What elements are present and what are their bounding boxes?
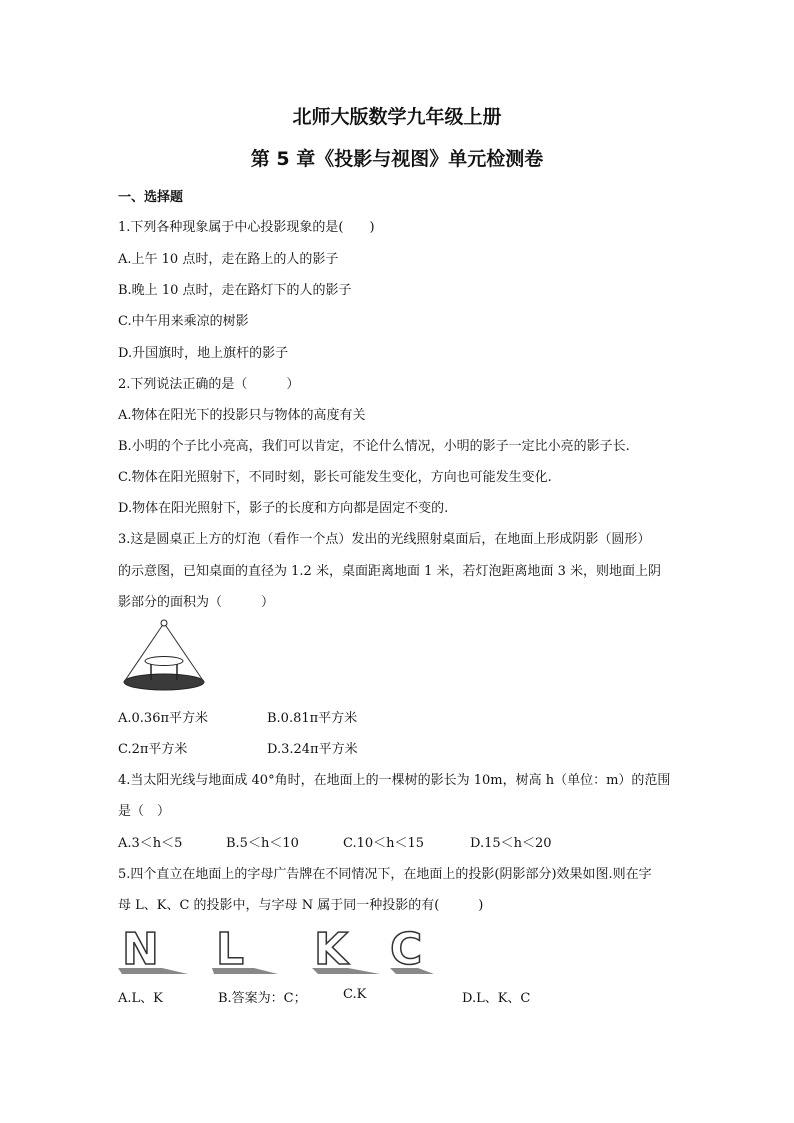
q5-option-b: B.答案为：C；: [218, 991, 307, 1006]
q5-option-c: C.K: [343, 987, 367, 1002]
table-top-ellipse: [145, 657, 183, 666]
ground-shadow-ellipse: [124, 674, 204, 690]
q5-option-a: A.L、K: [118, 991, 163, 1006]
q2-option-a: A.物体在阳光下的投影只与物体的高度有关: [118, 408, 366, 423]
q1-option-a: A.上午 10 点时，走在路上的人的影子: [118, 252, 339, 267]
sign-k: [312, 924, 380, 975]
sign-k-letter: K: [314, 924, 349, 975]
light-ray-left: [124, 623, 164, 682]
q5-stem-line2: 母 L、K、C 的投影中，与字母 N 属于同一种投影的有( ): [118, 898, 484, 913]
q2-option-d: D.物体在阳光照射下，影子的长度和方向都是固定不变的.: [118, 501, 449, 516]
q3-option-d: D.3.24π平方米: [267, 742, 358, 757]
q4-option-c: C.10＜h＜15: [343, 836, 425, 851]
lamp-table-shadow-figure: [118, 618, 208, 692]
q5-option-d: D.L、K、C: [462, 991, 531, 1006]
q2-stem: 2.下列说法正确的是（ ）: [118, 377, 300, 392]
q3-stem-line1: 3.这是圆桌正上方的灯泡（看作一个点）发出的光线照射桌面后，在地面上形成阴影（圆形）: [118, 532, 651, 547]
q4-option-d: D.15＜h＜20: [470, 836, 552, 851]
q4-option-a: A.3＜h＜5: [118, 836, 183, 851]
q2-option-b: B.小明的个子比小亮高，我们可以肯定，不论什么情况，小明的影子一定比小亮的影子长.: [118, 439, 630, 454]
q5-stem-line1: 5.四个直立在地面上的字母广告牌在不同情况下，在地面上的投影(阴影部分)效果如图.则在字: [118, 867, 652, 882]
sign-c-letter: C: [390, 924, 423, 975]
q3-option-c: C.2π平方米: [118, 742, 188, 757]
q1-stem: 1.下列各种现象属于中心投影现象的是( ): [118, 220, 375, 235]
q1-option-d: D.升国旗时，地上旗杆的影子: [118, 346, 289, 361]
q3-stem-line3: 影部分的面积为（ ）: [118, 595, 275, 610]
q3-stem-line2: 的示意图，已知桌面的直径为 1.2 米，桌面距离地面 1 米，若灯泡距离地面 3 米，则地面上阴: [118, 564, 662, 579]
section-heading: 一、选择题: [118, 190, 184, 205]
document-subtitle: 第 5 章《投影与视图》单元检测卷: [250, 148, 544, 170]
q4-stem-line2: 是（ ）: [118, 804, 171, 819]
sign-l-letter: L: [216, 924, 245, 975]
q4-stem-line1: 4.当太阳光线与地面成 40°角时，在地面上的一棵树的影长为 10m，树高 h（单位：m）的范围: [118, 773, 671, 788]
q4-option-b: B.5＜h＜10: [226, 836, 299, 851]
q1-option-c: C.中午用来乘凉的树影: [118, 314, 249, 329]
light-ray-right: [164, 623, 204, 682]
q3-option-a: A.0.36π平方米: [118, 711, 209, 726]
sign-n: [118, 924, 188, 975]
q1-option-b: B.晚上 10 点时，走在路灯下的人的影子: [118, 283, 352, 298]
sign-n-letter: N: [122, 924, 159, 975]
q3-option-b: B.0.81π平方米: [267, 711, 358, 726]
lamp-bulb: [161, 620, 167, 626]
letter-signs-figure: [118, 918, 438, 974]
sign-l: [212, 924, 278, 975]
q2-option-c: C.物体在阳光照射下，不同时刻，影长可能发生变化，方向也可能发生变化.: [118, 470, 552, 485]
document-title: 北师大版数学九年级上册: [292, 106, 502, 128]
sign-c: [390, 924, 434, 975]
